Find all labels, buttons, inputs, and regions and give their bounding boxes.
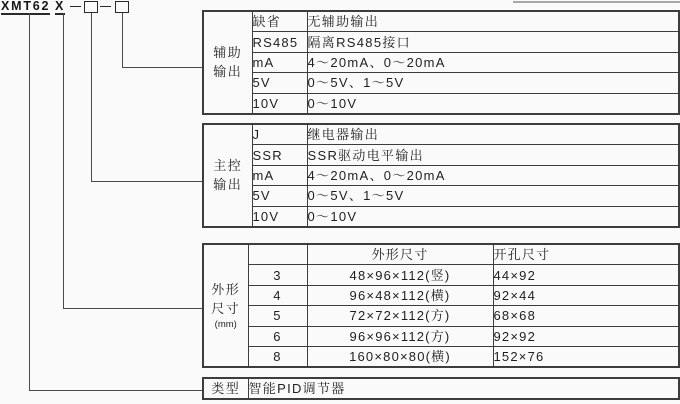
hyphen-icon	[70, 6, 81, 7]
table-row	[203, 11, 679, 32]
table-row	[203, 124, 679, 145]
outline-size-cell: 72×72×112(方)	[307, 306, 493, 326]
outline-size-cell: 160×80×80(横)	[307, 346, 493, 367]
connector-type	[29, 13, 203, 391]
aux-value-cell: 0～10V	[307, 93, 679, 114]
main-value-cell: 4～20mA、0～20mA	[307, 165, 679, 185]
table-row	[203, 186, 679, 206]
outline-size-header: 外形尺寸	[307, 244, 493, 265]
aux-key-cell: RS485	[252, 32, 307, 52]
table-row	[203, 346, 679, 367]
placeholder-box-icon	[84, 1, 98, 13]
outline-size-cell: 96×48×112(横)	[307, 285, 493, 305]
placeholder-box-icon	[115, 1, 129, 13]
main-output-table	[202, 123, 680, 228]
table-row	[203, 206, 679, 227]
cutout-size-cell: 152×76	[493, 346, 679, 367]
cropped-table-edge-line	[513, 1, 680, 3]
cutout-size-cell: 44×92	[493, 265, 679, 285]
hyphen-icon	[100, 6, 111, 7]
table-row	[203, 52, 679, 72]
type-value: 智能PID调节器	[248, 378, 679, 399]
aux-value-cell: 0～5V、1～5V	[307, 73, 679, 93]
size-key-header	[248, 244, 307, 265]
table-row	[203, 326, 679, 346]
main-key-cell: 10V	[252, 206, 307, 227]
cutout-size-cell: 92×44	[493, 285, 679, 305]
main-key-cell: 5V	[252, 186, 307, 206]
aux-value-cell: 隔离RS485接口	[307, 32, 679, 52]
table-row	[203, 244, 679, 265]
aux-value-cell: 4～20mA、0～20mA	[307, 52, 679, 72]
table-row	[203, 378, 679, 399]
table-row	[203, 285, 679, 305]
outline-size-cell: 48×96×112(竖)	[307, 265, 493, 285]
size-key-cell: 6	[248, 326, 307, 346]
main-output-label: 主控 输出	[203, 124, 252, 227]
main-value-cell: 0～10V	[307, 206, 679, 227]
table-row	[203, 306, 679, 326]
table-row	[203, 145, 679, 165]
model-base-code: XMT62	[1, 0, 51, 13]
aux-output-label: 辅助 输出	[203, 11, 252, 114]
size-key-cell: 5	[248, 306, 307, 326]
main-value-cell: SSR驱动电平输出	[307, 145, 679, 165]
aux-output-table	[202, 10, 680, 115]
aux-key-cell: 5V	[252, 73, 307, 93]
table-row	[203, 32, 679, 52]
main-value-cell: 0～5V、1～5V	[307, 186, 679, 206]
cutout-size-cell: 92×92	[493, 326, 679, 346]
table-row	[203, 73, 679, 93]
cutout-size-cell: 68×68	[493, 306, 679, 326]
cutout-size-header: 开孔尺寸	[493, 244, 679, 265]
aux-value-cell: 无辅助输出	[307, 11, 679, 32]
main-value-cell: 继电器输出	[307, 124, 679, 145]
outline-size-cell: 96×96×112(方)	[307, 326, 493, 346]
main-key-cell: J	[252, 124, 307, 145]
size-table	[202, 243, 680, 368]
main-key-cell: mA	[252, 165, 307, 185]
size-key-cell: 3	[248, 265, 307, 285]
table-row	[203, 93, 679, 114]
type-table	[202, 377, 680, 400]
model-size-placeholder: X	[55, 0, 66, 13]
aux-key-cell: 缺省	[252, 11, 307, 32]
size-key-cell: 4	[248, 285, 307, 305]
table-row	[203, 165, 679, 185]
size-key-cell: 8	[248, 346, 307, 367]
table-row	[203, 265, 679, 285]
aux-key-cell: mA	[252, 52, 307, 72]
aux-key-cell: 10V	[252, 93, 307, 114]
type-label: 类型	[203, 378, 248, 399]
size-label: 外形 尺寸 (mm)	[203, 244, 248, 367]
main-key-cell: SSR	[252, 145, 307, 165]
